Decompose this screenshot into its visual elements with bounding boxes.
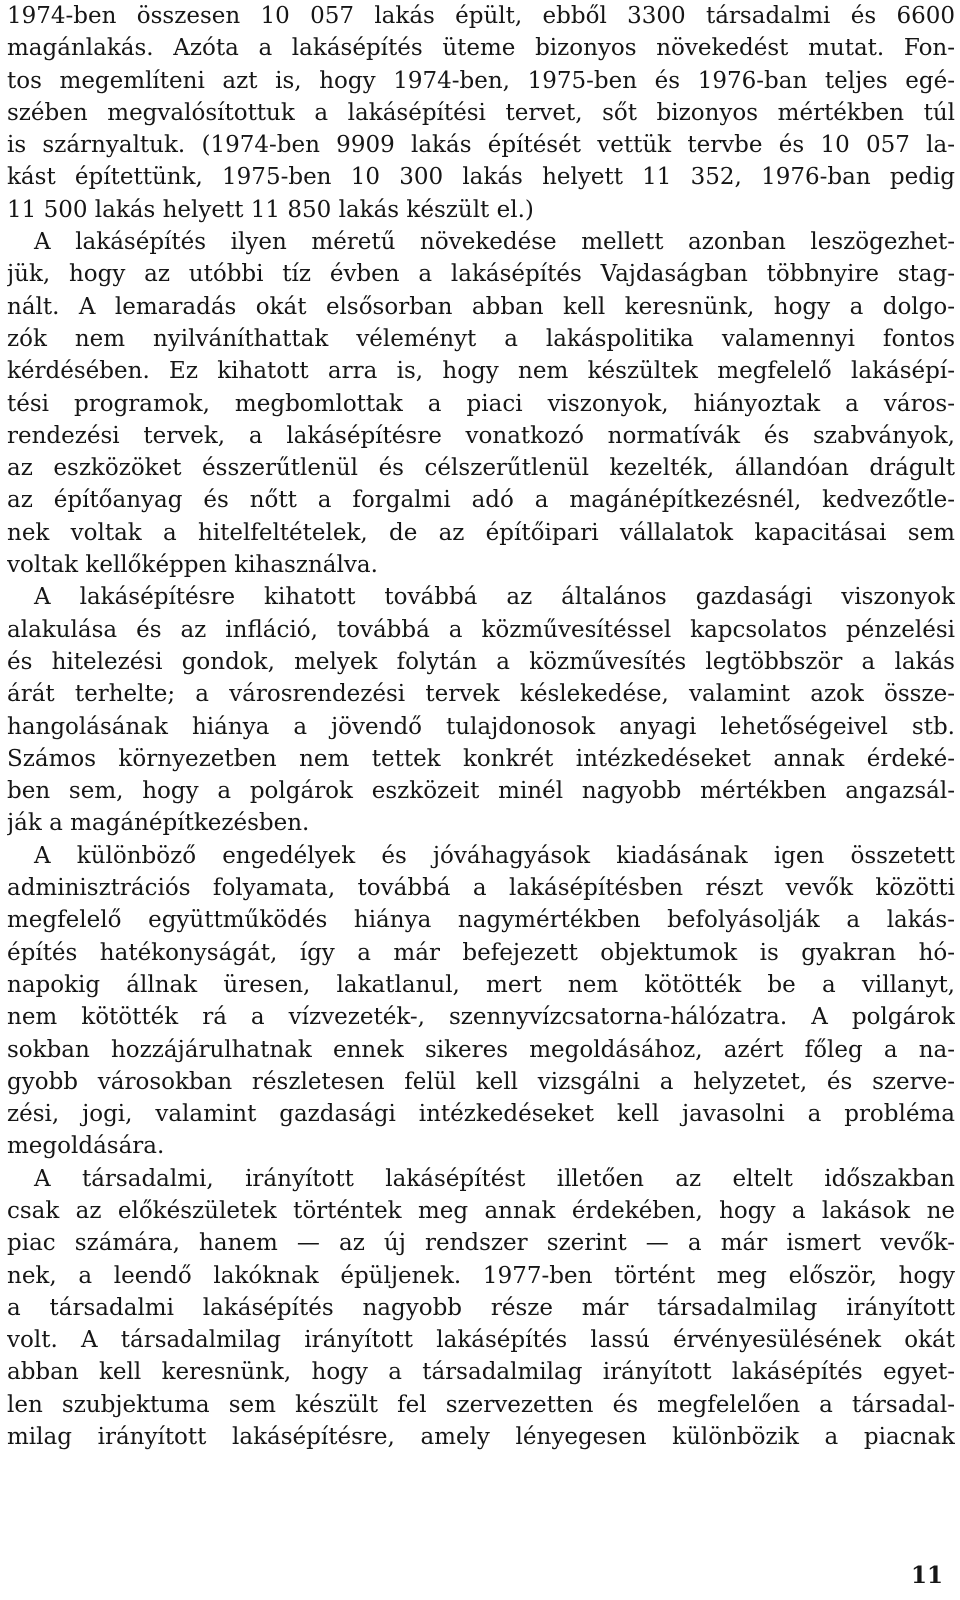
text-line: gyobb városokban részletesen felül kell vizsgálni a helyzetet, és szerve- [7,1068,955,1095]
text-line: ják a magánépítkezésben. [7,810,310,837]
paragraph-4 [7,840,955,1163]
text-line: és hitelezési gondok, melyek folytán a közművesítés legtöbbször a lakás [7,648,955,675]
text-line: Számos környezetben nem tettek konkrét intézkedéseket annak érdeké- [7,745,955,772]
text-line: piac számára, hanem — az új rendszer szerint — a már ismert vevők- [7,1230,955,1257]
text-line: árát terhelte; a városrendezési tervek késlekedése, valamint azok össze- [7,681,955,708]
text-line: A társadalmi, irányított lakásépítést illetően az eltelt időszakban [34,1165,955,1192]
text-line: jük, hogy az utóbbi tíz évben a lakásépítés Vajdaságban többnyire stag- [7,261,955,288]
text-line: tési programok, megbomlottak a piaci viszonyok, hiányoztak a város- [7,390,955,417]
paragraph-1 [7,0,955,226]
text-line: A különböző engedélyek és jóváhagyások kiadásának igen összetett [34,842,955,869]
text-line: adminisztrációs folyamata, továbbá a lakásépítésben részt vevők közötti [7,875,955,902]
text-line: rendezési tervek, a lakásépítésre vonatkozó normatívák és szabványok, [7,422,955,449]
text-line: csak az előkészületek történtek meg annak érdekében, hogy a lakások ne [7,1197,955,1224]
text-line: napokig állnak üresen, lakatlanul, mert nem kötötték be a villanyt, [7,971,955,998]
text-line: kérdésében. Ez kihatott arra is, hogy nem készültek megfelelő lakásépí- [7,358,955,385]
paragraph-2 [7,226,955,581]
page-number: 11 [910,1561,943,1589]
text-line: zók nem nyilváníthattak véleményt a lakáspolitika valamennyi fontos [7,325,955,352]
text-line: hangolásának hiánya a jövendő tulajdonosok anyagi lehetőségeivel stb. [7,713,955,740]
text-line: az építőanyag és nőtt a forgalmi adó a magánépítkezésnél, kedvezőtle- [7,487,955,514]
text-line: is szárnyaltuk. (1974-ben 9909 lakás építését vettük tervbe és 10 057 la- [7,132,955,159]
text-line: szében megvalósítottuk a lakásépítési tervet, sőt bizonyos mértékben túl [7,99,955,126]
text-line: 1974-ben összesen 10 057 lakás épült, ebből 3300 társadalmi és 6600 [7,3,955,29]
text-line: abban kell keresnünk, hogy a társadalmilag irányított lakásépítés egyet- [7,1359,955,1386]
text-line: len szubjektuma sem készült fel szervezetten és megfelelően a társadal- [7,1391,955,1418]
text-line: a társadalmi lakásépítés nagyobb része már társadalmilag irányított [7,1294,955,1321]
text-line: sokban hozzájárulhatnak ennek sikeres megoldásához, azért főleg a na- [7,1036,955,1063]
text-line: kást építettünk, 1975-ben 10 300 lakás helyett 11 352, 1976-ban pedig [7,164,955,191]
text-line: magánlakás. Azóta a lakásépítés üteme bizonyos növekedést mutat. Fon- [7,35,955,62]
text-line: nem kötötték rá a vízvezeték-, szennyvízcsatorna-hálózatra. A polgárok [7,1004,955,1031]
text-line: nek, a leendő lakóknak épüljenek. 1977-ben történt meg először, hogy [7,1262,955,1289]
text-line: A lakásépítésre kihatott továbbá az általános gazdasági viszonyok [34,584,955,611]
text-line: tos megemlíteni azt is, hogy 1974-ben, 1975-ben és 1976-ban teljes egé- [7,67,955,94]
text-line: megfelelő együttműködés hiánya nagymértékben befolyásolják a lakás- [7,907,955,934]
text-line: nált. A lemaradás okát elsősorban abban kell keresnünk, hogy a dolgo- [7,293,955,320]
text-line: volt. A társadalmilag irányított lakásépítés lassú érvényesülésének okát [7,1327,955,1354]
text-line: megoldására. [7,1133,165,1160]
text-line: zési, jogi, valamint gazdasági intézkedéseket kell javasolni a probléma [7,1101,955,1128]
text-line: ben sem, hogy a polgárok eszközeit minél nagyobb mértékben angazsál- [7,778,955,805]
text-line: építés hatékonyságát, így a már befejezett objektumok is gyakran hó- [7,939,955,966]
document-page [7,0,955,1600]
paragraph-3 [7,581,955,839]
text-line: 11 500 lakás helyett 11 850 lakás készült el.) [7,196,534,223]
text-line: A lakásépítés ilyen méretű növekedése mellett azonban leszögezhet- [34,229,955,256]
text-line: alakulása és az infláció, továbbá a közművesítéssel kapcsolatos pénzelési [7,616,955,643]
text-line: az eszközöket ésszerűtlenül és célszerűtlenül kezelték, állandóan drágult [7,455,955,482]
text-line: milag irányított lakásépítésre, amely lényegesen különbözik a piacnak [7,1424,955,1451]
paragraph-5 [7,1163,955,1454]
body-text [7,0,955,1453]
text-line: voltak kellőképpen kihasználva. [7,552,378,579]
text-line: nek voltak a hitelfeltételek, de az építőipari vállalatok kapacitásai sem [7,519,955,546]
